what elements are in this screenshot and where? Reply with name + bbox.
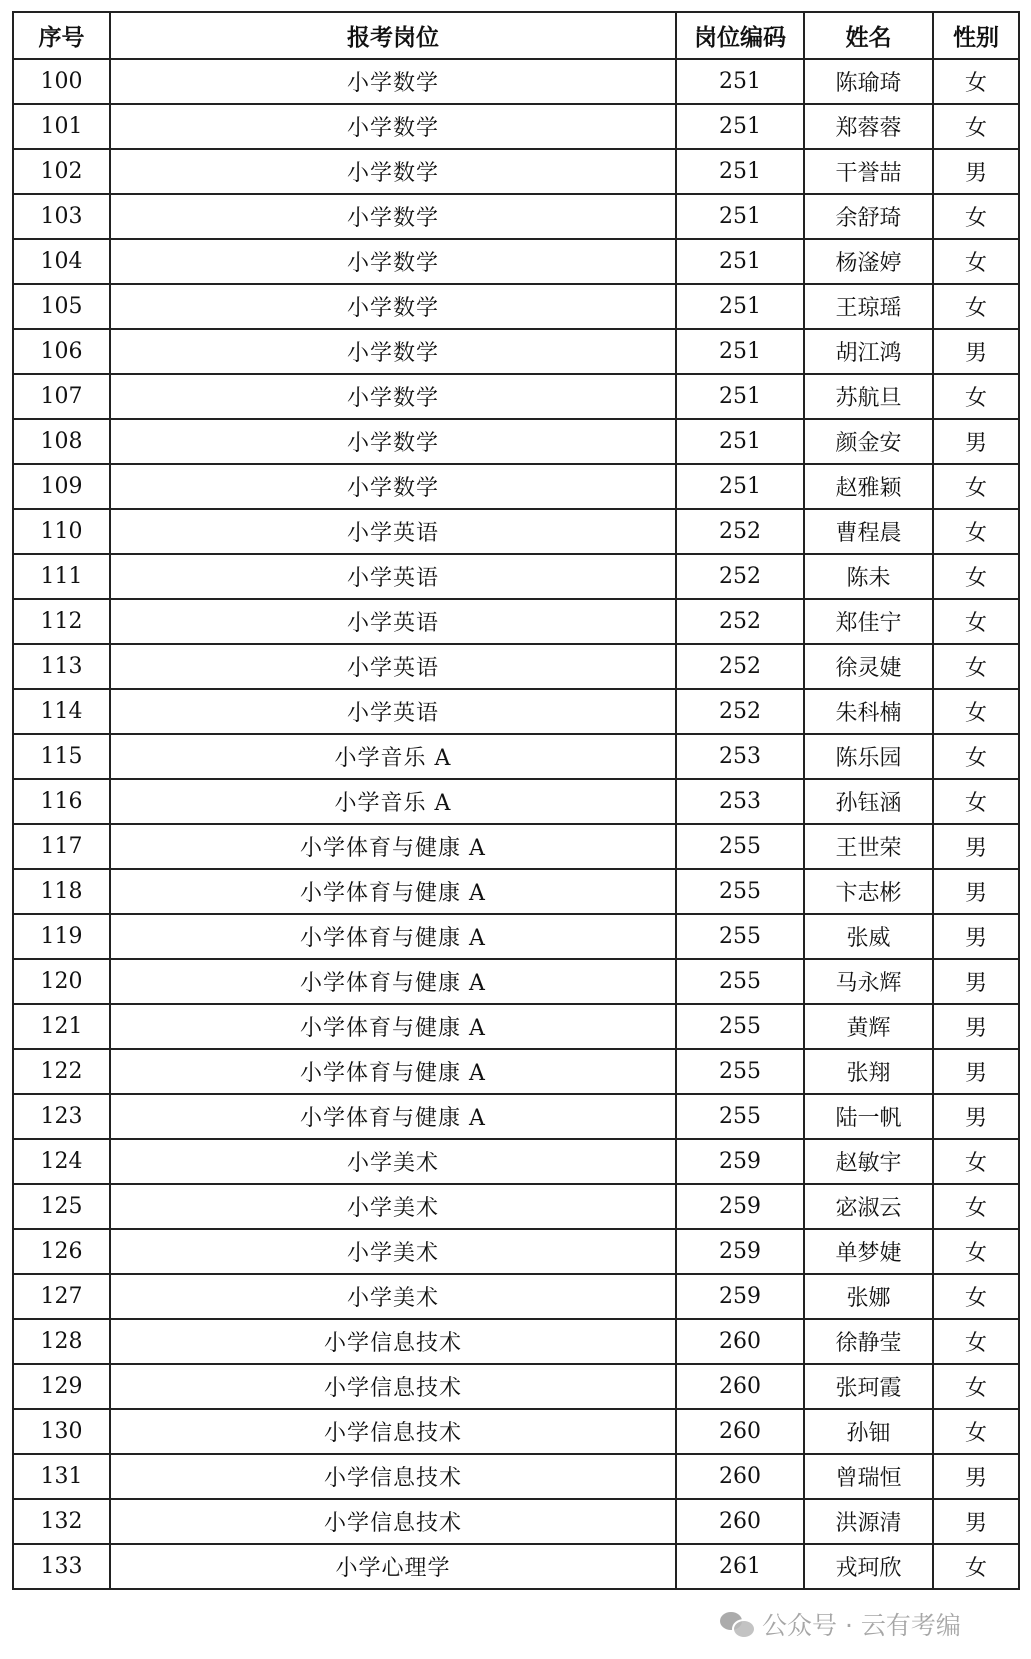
cell-name: 戎珂欣: [804, 1544, 933, 1589]
cell-code: 255: [676, 959, 804, 1004]
cell-no: 128: [13, 1319, 110, 1364]
header-gender: 性别: [933, 12, 1019, 59]
cell-position: 小学英语: [110, 644, 676, 689]
cell-no: 103: [13, 194, 110, 239]
cell-name: 颜金安: [804, 419, 933, 464]
table-row: [13, 104, 1019, 149]
cell-no: 106: [13, 329, 110, 374]
cell-no: 126: [13, 1229, 110, 1274]
cell-position: 小学心理学: [110, 1544, 676, 1589]
table-row: [13, 779, 1019, 824]
table-row: [13, 59, 1019, 104]
cell-no: 100: [13, 59, 110, 104]
table-row: [13, 644, 1019, 689]
cell-position: 小学数学: [110, 374, 676, 419]
cell-code: 252: [676, 689, 804, 734]
cell-gender: 女: [933, 554, 1019, 599]
cell-name: 赵雅颖: [804, 464, 933, 509]
cell-code: 251: [676, 149, 804, 194]
cell-code: 255: [676, 1094, 804, 1139]
cell-position: 小学数学: [110, 284, 676, 329]
cell-gender: 女: [933, 1364, 1019, 1409]
cell-position: 小学体育与健康 A: [110, 1094, 676, 1139]
cell-name: 赵敏宇: [804, 1139, 933, 1184]
watermark-text: 公众号 · 云有考编: [762, 1611, 961, 1640]
cell-no: 101: [13, 104, 110, 149]
header-no: 序号: [13, 12, 110, 59]
cell-no: 105: [13, 284, 110, 329]
cell-position: 小学信息技术: [110, 1409, 676, 1454]
cell-name: 王世荣: [804, 824, 933, 869]
cell-position: 小学信息技术: [110, 1319, 676, 1364]
cell-position: 小学美术: [110, 1229, 676, 1274]
cell-position: 小学体育与健康 A: [110, 869, 676, 914]
cell-name: 陈瑜琦: [804, 59, 933, 104]
cell-no: 110: [13, 509, 110, 554]
cell-name: 胡江鸿: [804, 329, 933, 374]
table-row: [13, 1139, 1019, 1184]
cell-code: 252: [676, 554, 804, 599]
table-row: [13, 554, 1019, 599]
cell-position: 小学数学: [110, 239, 676, 284]
cell-no: 131: [13, 1454, 110, 1499]
cell-name: 张珂霞: [804, 1364, 933, 1409]
cell-code: 251: [676, 59, 804, 104]
table-row: [13, 1409, 1019, 1454]
cell-no: 109: [13, 464, 110, 509]
cell-no: 130: [13, 1409, 110, 1454]
cell-name: 徐灵婕: [804, 644, 933, 689]
cell-code: 255: [676, 914, 804, 959]
cell-no: 115: [13, 734, 110, 779]
table-row: [13, 1184, 1019, 1229]
cell-no: 117: [13, 824, 110, 869]
cell-code: 255: [676, 1049, 804, 1094]
cell-code: 251: [676, 239, 804, 284]
cell-position: 小学数学: [110, 419, 676, 464]
cell-gender: 女: [933, 1274, 1019, 1319]
cell-gender: 女: [933, 464, 1019, 509]
cell-code: 251: [676, 464, 804, 509]
cell-code: 259: [676, 1229, 804, 1274]
cell-gender: 男: [933, 1004, 1019, 1049]
cell-code: 251: [676, 374, 804, 419]
cell-code: 259: [676, 1139, 804, 1184]
cell-name: 曾瑞恒: [804, 1454, 933, 1499]
cell-name: 张娜: [804, 1274, 933, 1319]
cell-gender: 女: [933, 1409, 1019, 1454]
cell-no: 121: [13, 1004, 110, 1049]
cell-no: 114: [13, 689, 110, 734]
cell-position: 小学数学: [110, 59, 676, 104]
cell-code: 261: [676, 1544, 804, 1589]
cell-position: 小学美术: [110, 1274, 676, 1319]
table-row: [13, 239, 1019, 284]
header-code: 岗位编码: [676, 12, 804, 59]
cell-gender: 女: [933, 1544, 1019, 1589]
cell-no: 111: [13, 554, 110, 599]
table-row: [13, 959, 1019, 1004]
table-row: [13, 509, 1019, 554]
table-row: [13, 284, 1019, 329]
cell-position: 小学英语: [110, 599, 676, 644]
table-row: [13, 194, 1019, 239]
cell-name: 马永辉: [804, 959, 933, 1004]
cell-name: 曹程晨: [804, 509, 933, 554]
cell-position: 小学美术: [110, 1184, 676, 1229]
cell-name: 宓淑云: [804, 1184, 933, 1229]
table-row: [13, 1049, 1019, 1094]
cell-name: 王琼瑶: [804, 284, 933, 329]
cell-no: 133: [13, 1544, 110, 1589]
cell-no: 118: [13, 869, 110, 914]
cell-name: 苏航旦: [804, 374, 933, 419]
cell-position: 小学信息技术: [110, 1499, 676, 1544]
cell-gender: 女: [933, 284, 1019, 329]
cell-no: 125: [13, 1184, 110, 1229]
cell-gender: 女: [933, 239, 1019, 284]
cell-name: 朱科楠: [804, 689, 933, 734]
table-row: [13, 1229, 1019, 1274]
cell-position: 小学体育与健康 A: [110, 824, 676, 869]
cell-position: 小学英语: [110, 689, 676, 734]
cell-gender: 男: [933, 824, 1019, 869]
cell-no: 120: [13, 959, 110, 1004]
table-row: [13, 1499, 1019, 1544]
cell-no: 116: [13, 779, 110, 824]
cell-no: 104: [13, 239, 110, 284]
cell-code: 260: [676, 1499, 804, 1544]
cell-name: 杨滏婷: [804, 239, 933, 284]
cell-code: 252: [676, 599, 804, 644]
table-row: [13, 599, 1019, 644]
table-row: [13, 689, 1019, 734]
cell-position: 小学体育与健康 A: [110, 1004, 676, 1049]
table-row: [13, 464, 1019, 509]
table-row: [13, 914, 1019, 959]
wechat-icon: [720, 1610, 754, 1638]
table-row: [13, 1094, 1019, 1139]
cell-gender: 女: [933, 104, 1019, 149]
table-row: [13, 869, 1019, 914]
table-row: [13, 149, 1019, 194]
cell-position: 小学数学: [110, 104, 676, 149]
cell-name: 黄辉: [804, 1004, 933, 1049]
cell-no: 129: [13, 1364, 110, 1409]
cell-no: 102: [13, 149, 110, 194]
table-row: [13, 1319, 1019, 1364]
cell-position: 小学数学: [110, 464, 676, 509]
cell-code: 259: [676, 1274, 804, 1319]
cell-name: 洪源清: [804, 1499, 933, 1544]
cell-name: 郑蓉蓉: [804, 104, 933, 149]
cell-name: 陆一帆: [804, 1094, 933, 1139]
cell-gender: 女: [933, 1319, 1019, 1364]
cell-position: 小学音乐 A: [110, 779, 676, 824]
cell-gender: 男: [933, 149, 1019, 194]
cell-code: 255: [676, 824, 804, 869]
cell-gender: 男: [933, 959, 1019, 1004]
roster-sheet: [12, 11, 1020, 1590]
cell-code: 251: [676, 104, 804, 149]
table-row: [13, 329, 1019, 374]
cell-code: 260: [676, 1319, 804, 1364]
cell-code: 259: [676, 1184, 804, 1229]
cell-position: 小学信息技术: [110, 1364, 676, 1409]
cell-code: 251: [676, 284, 804, 329]
cell-name: 张威: [804, 914, 933, 959]
table-row: [13, 1454, 1019, 1499]
cell-code: 260: [676, 1409, 804, 1454]
cell-position: 小学信息技术: [110, 1454, 676, 1499]
cell-no: 108: [13, 419, 110, 464]
cell-gender: 女: [933, 689, 1019, 734]
cell-code: 253: [676, 734, 804, 779]
cell-code: 255: [676, 869, 804, 914]
cell-name: 单梦婕: [804, 1229, 933, 1274]
cell-position: 小学英语: [110, 554, 676, 599]
cell-name: 徐静莹: [804, 1319, 933, 1364]
cell-no: 123: [13, 1094, 110, 1139]
cell-no: 132: [13, 1499, 110, 1544]
table-row: [13, 1274, 1019, 1319]
cell-no: 122: [13, 1049, 110, 1094]
cell-code: 255: [676, 1004, 804, 1049]
cell-position: 小学数学: [110, 194, 676, 239]
cell-position: 小学体育与健康 A: [110, 1049, 676, 1094]
cell-code: 253: [676, 779, 804, 824]
cell-gender: 女: [933, 1184, 1019, 1229]
table-row: [13, 1364, 1019, 1409]
cell-gender: 男: [933, 1049, 1019, 1094]
cell-gender: 女: [933, 599, 1019, 644]
header-row: [13, 12, 1019, 59]
cell-gender: 男: [933, 329, 1019, 374]
cell-gender: 男: [933, 419, 1019, 464]
cell-gender: 女: [933, 779, 1019, 824]
cell-no: 127: [13, 1274, 110, 1319]
roster-body: [13, 59, 1019, 1589]
cell-gender: 女: [933, 644, 1019, 689]
cell-no: 113: [13, 644, 110, 689]
cell-position: 小学体育与健康 A: [110, 914, 676, 959]
cell-name: 张翔: [804, 1049, 933, 1094]
cell-gender: 男: [933, 1454, 1019, 1499]
cell-gender: 女: [933, 1229, 1019, 1274]
cell-name: 孙钿: [804, 1409, 933, 1454]
cell-name: 郑佳宁: [804, 599, 933, 644]
cell-name: 干誉喆: [804, 149, 933, 194]
cell-gender: 男: [933, 914, 1019, 959]
cell-code: 251: [676, 194, 804, 239]
cell-gender: 女: [933, 59, 1019, 104]
cell-position: 小学数学: [110, 329, 676, 374]
cell-name: 陈未: [804, 554, 933, 599]
table-row: [13, 419, 1019, 464]
cell-gender: 女: [933, 194, 1019, 239]
cell-name: 陈乐园: [804, 734, 933, 779]
cell-gender: 女: [933, 1139, 1019, 1184]
cell-gender: 男: [933, 1499, 1019, 1544]
cell-no: 107: [13, 374, 110, 419]
watermark: [720, 1604, 961, 1644]
cell-no: 112: [13, 599, 110, 644]
cell-gender: 男: [933, 869, 1019, 914]
cell-gender: 女: [933, 374, 1019, 419]
cell-position: 小学体育与健康 A: [110, 959, 676, 1004]
cell-gender: 女: [933, 509, 1019, 554]
cell-gender: 女: [933, 734, 1019, 779]
table-row: [13, 1004, 1019, 1049]
cell-code: 251: [676, 329, 804, 374]
cell-code: 252: [676, 509, 804, 554]
cell-code: 252: [676, 644, 804, 689]
cell-position: 小学数学: [110, 149, 676, 194]
header-name: 姓名: [804, 12, 933, 59]
cell-position: 小学美术: [110, 1139, 676, 1184]
cell-name: 余舒琦: [804, 194, 933, 239]
cell-position: 小学英语: [110, 509, 676, 554]
roster-table: [12, 11, 1020, 1590]
cell-code: 260: [676, 1364, 804, 1409]
table-row: [13, 374, 1019, 419]
cell-name: 卞志彬: [804, 869, 933, 914]
cell-name: 孙钰涵: [804, 779, 933, 824]
cell-gender: 男: [933, 1094, 1019, 1139]
header-position: 报考岗位: [110, 12, 676, 59]
cell-code: 260: [676, 1454, 804, 1499]
table-row: [13, 824, 1019, 869]
cell-no: 124: [13, 1139, 110, 1184]
cell-no: 119: [13, 914, 110, 959]
table-row: [13, 1544, 1019, 1589]
cell-position: 小学音乐 A: [110, 734, 676, 779]
table-row: [13, 734, 1019, 779]
cell-code: 251: [676, 419, 804, 464]
